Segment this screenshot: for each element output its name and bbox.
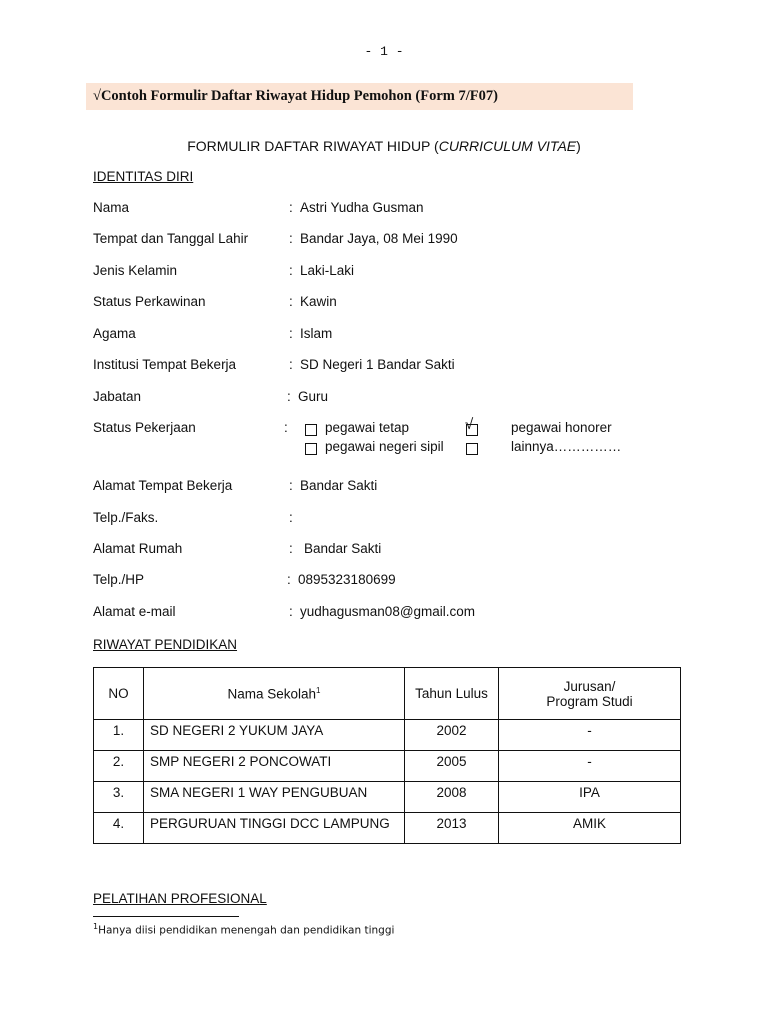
nama-label: Nama [93,200,130,215]
institution-label: Institusi Tempat Bekerja [93,357,237,372]
footnote-text: Hanya diisi pendidikan menengah dan pendidikan tinggi [98,924,395,937]
table-row [94,782,681,813]
footnote-separator [93,916,239,917]
home-address-label: Alamat Rumah [93,541,183,556]
header-school-text: Nama Sekolah [227,686,317,702]
marital-value: Kawin [300,294,337,309]
header-major-line1: Jurusan/ [563,678,616,694]
fax-label: Telp./Faks. [93,510,159,525]
email-value: yudhagusman08@gmail.com [300,604,476,619]
cell-no: 1. [94,720,144,751]
header-year: Tahun Lulus [405,668,499,720]
home-address-value: Bandar Sakti [304,541,382,556]
religion-label: Agama [93,326,136,341]
section-identity-heading: IDENTITAS DIRI [93,169,194,184]
religion-colon: : [289,326,293,341]
cell-school: PERGURUAN TINGGI DCC LAMPUNG [144,813,405,844]
cell-major: - [499,751,681,782]
checkbox-lainnya[interactable] [466,443,478,455]
cell-no: 4. [94,813,144,844]
position-label: Jabatan [93,389,142,404]
position-colon: : [287,389,291,404]
title-main: FORMULIR DAFTAR RIWAYAT HIDUP ( [187,138,439,154]
employment-label: Status Pekerjaan [93,420,196,435]
gender-value: Laki-Laki [300,263,355,278]
header-major [499,668,681,720]
email-label: Alamat e-mail [93,604,176,619]
check-mark-icon: √ [465,416,474,433]
footnote [93,922,394,937]
cell-school: SMP NEGERI 2 PONCOWATI [144,751,405,782]
education-header-row [94,668,681,720]
phone-label: Telp./HP [93,572,145,587]
position-value: Guru [298,389,329,404]
home-address-colon: : [289,541,293,556]
cell-school: SMA NEGERI 1 WAY PENGUBUAN [144,782,405,813]
ttl-label: Tempat dan Tanggal Lahir [93,231,249,246]
gender-colon: : [289,263,293,278]
section-education-heading: RIWAYAT PENDIDIKAN [93,637,238,652]
cell-no: 3. [94,782,144,813]
marital-colon: : [289,294,293,309]
header-school [144,668,405,720]
header-school-footnote-mark: 1 [316,685,321,695]
ttl-colon: : [289,231,293,246]
cell-major: - [499,720,681,751]
form-banner-text: √Contoh Formulir Daftar Riwayat Hidup Pemohon (Form 7/F07) [93,88,498,104]
header-major-line2: Program Studi [546,693,633,709]
page-number: - 1 - [364,44,404,59]
phone-value: 0895323180699 [298,572,396,587]
cell-no: 2. [94,751,144,782]
footnote-mark: 1 [93,922,99,931]
title-close: ) [576,138,581,154]
cell-year: 2008 [405,782,499,813]
work-address-colon: : [289,478,293,493]
ttl-value: Bandar Jaya, 08 Mei 1990 [300,231,458,246]
title-italic: CURRICULUM VITAE [438,138,577,154]
checkbox-pegawai-tetap[interactable] [305,424,317,436]
fax-colon: : [289,510,293,525]
cell-major: AMIK [499,813,681,844]
religion-value: Islam [300,326,333,341]
table-row [94,720,681,751]
institution-value: SD Negeri 1 Bandar Sakti [300,357,455,372]
header-no: NO [94,668,144,720]
nama-value: Astri Yudha Gusman [300,200,424,215]
cell-year: 2002 [405,720,499,751]
institution-colon: : [289,357,293,372]
section-training-heading: PELATIHAN PROFESIONAL [93,891,267,906]
work-address-label: Alamat Tempat Bekerja [93,478,233,493]
employment-colon: : [284,420,288,435]
gender-label: Jenis Kelamin [93,263,178,278]
marital-label: Status Perkawinan [93,294,206,309]
education-table [93,667,681,844]
option-pegawai-honorer-label: pegawai honorer [511,420,612,435]
phone-colon: : [287,572,291,587]
work-address-value: Bandar Sakti [300,478,378,493]
cell-major: IPA [499,782,681,813]
checkbox-pegawai-negeri-sipil[interactable] [305,443,317,455]
table-row [94,751,681,782]
option-pegawai-tetap-label: pegawai tetap [325,420,410,435]
option-pegawai-negeri-sipil-label: pegawai negeri sipil [325,439,444,454]
nama-colon: : [289,200,293,215]
table-row [94,813,681,844]
option-lainnya-label: lainnya…………… [511,439,622,454]
page-title [0,138,768,154]
cell-year: 2013 [405,813,499,844]
cell-year: 2005 [405,751,499,782]
cell-school: SD NEGERI 2 YUKUM JAYA [144,720,405,751]
email-colon: : [289,604,293,619]
